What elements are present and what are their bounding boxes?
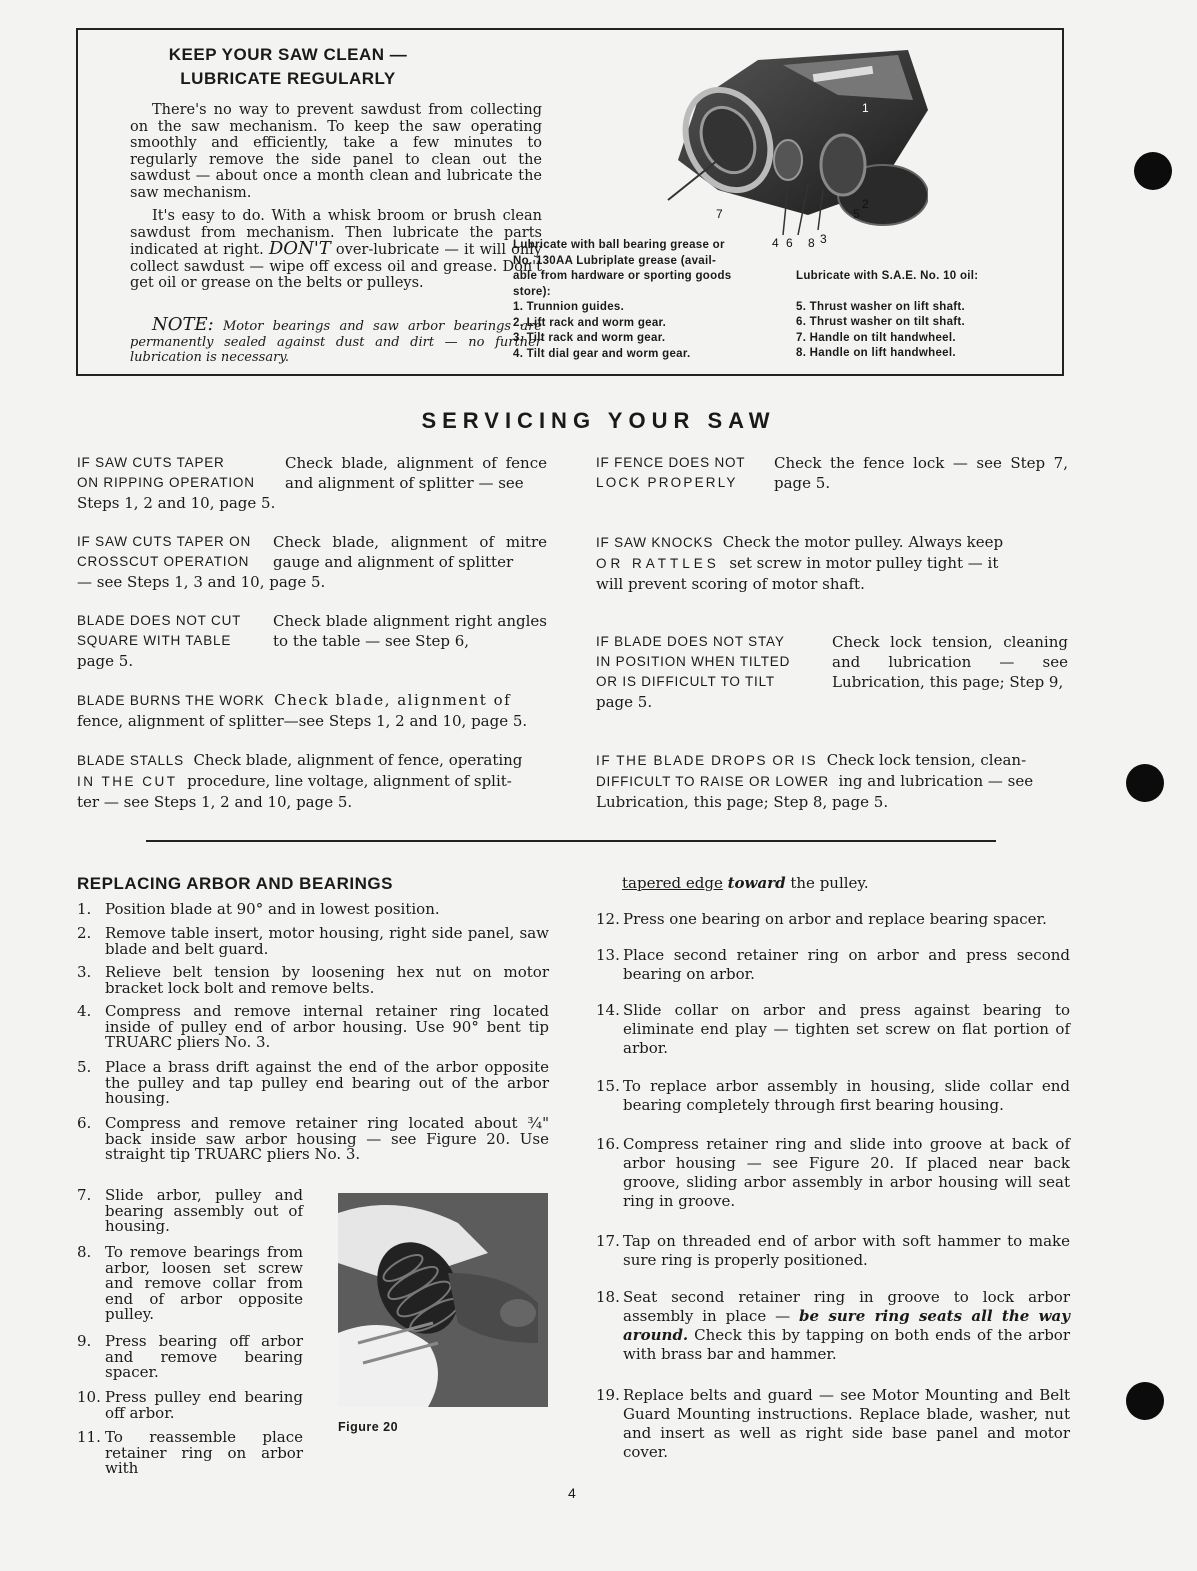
svc-taper-ripping: IF SAW CUTS TAPER ON RIPPING OPERATION Check blade, alignment of fence and alignment of splitter — see Steps 1, 2 and 10, page 5. xyxy=(77,454,547,512)
oil-item: 5. Thrust washer on lift shaft. xyxy=(796,300,966,313)
arbor-step-16: 16. Compress retainer ring and slide into groove at back of arbor housing — see Figure 20. If placed near back groove, sliding arbor assembly in arbor housing will seat ring in groove. xyxy=(596,1135,1070,1210)
arbor-step-19: 19. Replace belts and guard — see Motor Mounting and Belt Guard Mounting instructions. Replace blade, washer, nut and insert as well as right side base panel and motor cover. xyxy=(596,1386,1070,1461)
arbor-step-8: 8. To remove bearings from arbor, loosen set screw and remove collar from end of arbor opposite pulley. xyxy=(77,1243,303,1323)
arbor-step-3: 3. Relieve belt tension by loosening hex nut on motor bracket lock bolt and remove belts. xyxy=(77,963,549,997)
arbor-step-18: 18. Seat second retainer ring in groove to lock arbor assembly in place — be sure ring seats all the way around. Check this by tapping on both ends of the arbor with brass bar and hammer. xyxy=(596,1288,1070,1363)
arbor-step-5: 5. Place a brass drift against the end of the arbor opposite the pulley and tap pulley end bearing out of the arbor housing. xyxy=(77,1058,549,1107)
figure-20-photo xyxy=(338,1193,548,1407)
lube-title-line1: KEEP YOUR SAW CLEAN — xyxy=(168,45,408,64)
arbor-step-15: 15. To replace arbor assembly in housing, slide collar end bearing completely through first bearing housing. xyxy=(596,1077,1070,1114)
callout-6: 6 xyxy=(786,236,793,250)
callout-7: 7 xyxy=(716,207,723,221)
callout-5: 5 xyxy=(853,207,860,221)
callout-3: 3 xyxy=(820,232,827,246)
arbor-step-11-continuation: tapered edge toward the pulley. xyxy=(622,874,869,892)
arbor-step-14: 14. Slide collar on arbor and press against bearing to eliminate end play — tighten set screw on flat portion of arbor. xyxy=(596,1001,1070,1057)
arbor-section-title: REPLACING ARBOR AND BEARINGS xyxy=(77,874,393,893)
arbor-step-9: 9. Press bearing off arbor and remove bearing spacer. xyxy=(77,1332,303,1381)
arbor-step-12: 12. Press one bearing on arbor and replace bearing spacer. xyxy=(596,910,1047,928)
callout-2: 2 xyxy=(862,197,869,211)
lube-paragraph-1: There's no way to prevent sawdust from collecting on the saw mechanism. To keep the saw operating smoothly and efficiently, take a few minutes to regularly remove the side panel to clean out the sawdust — about once a month clean and lubricate the saw mechanism. xyxy=(130,102,542,201)
arbor-step-7: 7. Slide arbor, pulley and bearing assembly out of housing. xyxy=(77,1186,303,1235)
arbor-step-17: 17. Tap on threaded end of arbor with soft hammer to make sure ring is properly positioned. xyxy=(596,1232,1070,1269)
servicing-title: SERVICING YOUR SAW xyxy=(421,408,776,433)
callout-1: 1 xyxy=(862,101,869,115)
svc-knocks-rattles: IF SAW KNOCKS Check the motor pulley. Always keep OR RATTLES set screw in motor pulley tight — it will prevent scoring of motor shaft. xyxy=(596,533,1004,593)
callout-4: 4 xyxy=(772,236,779,250)
grease-item: 2. Lift rack and worm gear. xyxy=(513,316,667,329)
grease-item: 4. Tilt dial gear and worm gear. xyxy=(513,347,691,360)
svc-blade-stalls: BLADE STALLS Check blade, alignment of fence, operating IN THE CUT procedure, line voltage, alignment of split- ter — see Steps 1, 2 and 10, page 5. xyxy=(77,751,523,811)
lube-note: NOTE: Motor bearings and saw arbor bearings are permanently sealed against dust and dirt — no further lubrication is necessary. xyxy=(130,314,543,365)
figure-20-caption: Figure 20 xyxy=(338,1420,399,1434)
callout-8: 8 xyxy=(808,236,815,250)
svc-fence-lock: IF FENCE DOES NOT LOCK PROPERLY Check the fence lock — see Step 7, page 5. xyxy=(596,454,1068,492)
lube-title-line2: LUBRICATE REGULARLY xyxy=(180,69,396,88)
arbor-step-11: 11. To reassemble place retainer ring on arbor with xyxy=(77,1428,303,1477)
page-number: 4 xyxy=(568,1485,576,1501)
section-divider xyxy=(146,840,996,842)
grease-item: 3. Tilt rack and worm gear. xyxy=(513,332,666,344)
oil-item: 6. Thrust washer on tilt shaft. xyxy=(796,316,966,328)
oil-item: 7. Handle on tilt handwheel. xyxy=(796,331,956,344)
svc-taper-crosscut: IF SAW CUTS TAPER ON CROSSCUT OPERATION Check blade, alignment of mitre gauge and alignment of splitter — see Steps 1, 3 and 10, page 5. xyxy=(77,533,547,591)
grease-list: Lubricate with ball bearing grease or No. 130AA Lubriplate grease (avail- able from hardware or sporting goods store): 1. Trunnion guides. 2. Lift rack and worm gear. 3. Tilt rack and worm gear. 4. Tilt dial gear and worm gear. xyxy=(513,238,731,362)
svc-blade-tilt: IF BLADE DOES NOT STAY IN POSITION WHEN TILTED OR IS DIFFICULT TO TILT Check lock tension, cleaning and lubrication — see Lubrication, this page; Step 9, page 5. xyxy=(596,633,1068,711)
arbor-step-2: 2. Remove table insert, motor housing, right side panel, saw blade and belt guard. xyxy=(77,924,549,958)
grease-item: 1. Trunnion guides. xyxy=(513,301,625,313)
punch-hole-middle xyxy=(1126,764,1164,802)
arbor-step-4: 4. Compress and remove internal retainer ring located inside of pulley end of arbor housing. Use 90° bent tip TRUARC pliers No. 3. xyxy=(77,1002,549,1051)
saw-mechanism-illustration xyxy=(608,40,928,250)
svc-not-square: BLADE DOES NOT CUT SQUARE WITH TABLE Check blade alignment right angles to the table — see Step 6, page 5. xyxy=(77,612,547,670)
lubrication-box xyxy=(76,28,1064,376)
oil-list: Lubricate with S.A.E. No. 10 oil: 5. Thrust washer on lift shaft. 6. Thrust washer on tilt shaft. 7. Handle on tilt handwheel. 8. Handle on lift handwheel. xyxy=(796,269,978,362)
punch-hole-top xyxy=(1134,152,1172,190)
arbor-step-13: 13. Place second retainer ring on arbor and press second bearing on arbor. xyxy=(596,946,1070,983)
arbor-step-6: 6. Compress and remove retainer ring located about ¾" back inside saw arbor housing — see Figure 20. Use straight tip TRUARC pliers No. 3. xyxy=(77,1114,549,1163)
arbor-step-10: 10. Press pulley end bearing off arbor. xyxy=(77,1388,303,1422)
punch-hole-bottom xyxy=(1126,1382,1164,1420)
lube-paragraph-2: It's easy to do. With a whisk broom or brush clean sawdust from mechanism. Then lubricate the parts indicated at right. DON'T over-lubricate — it will only collect sawdust — wipe off excess oil and grease. Don't get oil or grease on the belts or pulleys. xyxy=(130,208,542,291)
svc-blade-drops: IF THE BLADE DROPS OR IS Check lock tension, clean- DIFFICULT TO RAISE OR LOWER ing and lubrication — see Lubrication, this page; Step 8, page 5. xyxy=(596,751,1034,811)
svc-burns-work: BLADE BURNS THE WORK Check blade, alignment of fence, alignment of splitter—see Steps 1, 2 and 10, page 5. xyxy=(77,691,528,730)
oil-item: 8. Handle on lift handwheel. xyxy=(796,347,956,359)
arbor-step-1: 1. Position blade at 90° and in lowest position. xyxy=(77,900,440,918)
